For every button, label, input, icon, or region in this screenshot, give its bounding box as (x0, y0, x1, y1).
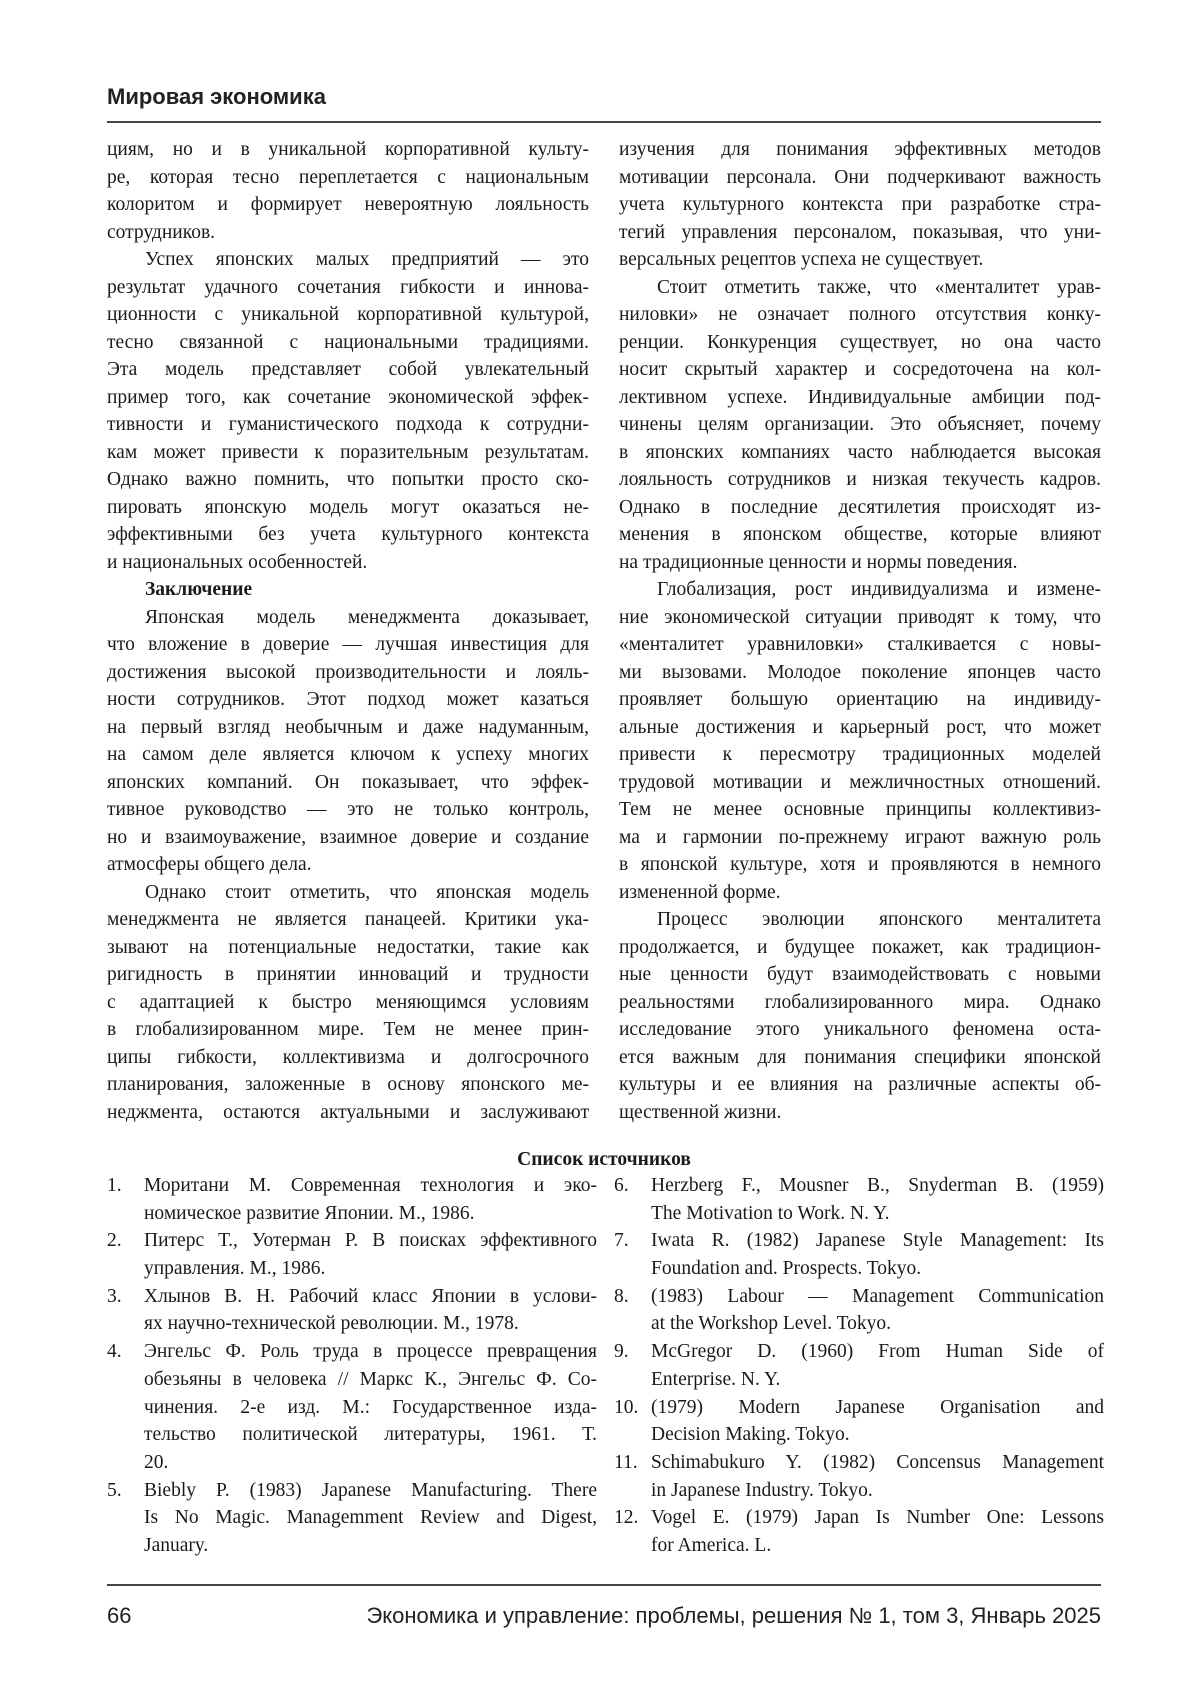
text-line: ре, которая тесно переплетается с национальным (107, 164, 589, 192)
text-line: колоритом и формирует невероятную лояльность (107, 191, 589, 219)
references-heading: Список источников (107, 1149, 1101, 1171)
text-line: кам может привести к поразительным результатам. (107, 439, 589, 467)
reference-text-line: Foundation and. Prospects. Tokyo. (651, 1255, 1104, 1283)
reference-text-line: чинения. 2-е изд. М.: Государственное изда- (144, 1394, 597, 1422)
reference-text-line: Моритани М. Современная технология и эко- (144, 1172, 597, 1200)
reference-text-line: Хлынов В. Н. Рабочий класс Японии в услови- (144, 1283, 597, 1311)
reference-text-line: Питерс Т., Уотерман Р. В поисках эффективного (144, 1227, 597, 1255)
text-line: планирования, заложенные в основу японского ме- (107, 1071, 589, 1099)
paragraph (107, 136, 589, 246)
text-line: трудовой мотивации и межличностных отношений. (619, 769, 1101, 797)
text-line: проявляет большую ориентацию на индивиду- (619, 686, 1101, 714)
reference-text-line: Iwata R. (1982) Japanese Style Management: Its (651, 1227, 1104, 1255)
reference-number: 8. (614, 1283, 629, 1311)
text-line: в глобализированном мире. Тем не менее прин- (107, 1016, 589, 1044)
paragraph (107, 879, 589, 1127)
journal-citation: Экономика и управление: проблемы, решения № 1, том 3, Январь 2025 (366, 1603, 1101, 1629)
text-column-left (107, 136, 589, 1126)
text-line: чинены целям организации. Это объясняет, почему (619, 411, 1101, 439)
paragraph (619, 576, 1101, 906)
reference-item (614, 1172, 1104, 1227)
reference-number: 3. (107, 1283, 122, 1311)
text-line: и национальных особенностей. (107, 549, 589, 577)
references-list-right (614, 1172, 1104, 1560)
text-line: тивности и гуманистического подхода к сотрудни- (107, 411, 589, 439)
reference-number: 10. (614, 1394, 638, 1422)
reference-text-line: (1979) Modern Japanese Organisation and (651, 1394, 1104, 1422)
reference-item (107, 1172, 597, 1227)
page-number: 66 (107, 1603, 131, 1629)
running-head-section-title: Мировая экономика (107, 84, 326, 110)
text-line: результат удачного сочетания гибкости и иннова- (107, 274, 589, 302)
text-line: ниловки» не означает полного отсутствия конку- (619, 301, 1101, 329)
paragraph (619, 906, 1101, 1126)
text-line: культуры и ее влияния на различные аспекты об- (619, 1071, 1101, 1099)
reference-text-line: (1983) Labour — Management Communication (651, 1283, 1104, 1311)
text-line: исследование этого уникального феномена оста- (619, 1016, 1101, 1044)
text-line: Однако важно помнить, что попытки просто ско- (107, 466, 589, 494)
reference-text-line: обезьяны в человека // Маркс К., Энгельс Ф. Со- (144, 1366, 597, 1394)
text-line: тегий управления персоналом, показывая, что уни- (619, 219, 1101, 247)
text-line: альные достижения и карьерный рост, что может (619, 714, 1101, 742)
text-line: носит скрытый характер и сосредоточена на кол- (619, 356, 1101, 384)
text-line: лективном успехе. Индивидуальные амбиции под- (619, 384, 1101, 412)
reference-number: 12. (614, 1504, 638, 1532)
text-line: ется важным для понимания специфики японской (619, 1044, 1101, 1072)
paragraph (619, 136, 1101, 274)
text-line: тивное руководство — это не только контроль, (107, 796, 589, 824)
text-line: Однако в последние десятилетия происходят из- (619, 494, 1101, 522)
text-line: «менталитет уравниловки» сталкивается с новы- (619, 631, 1101, 659)
footer-rule (107, 1584, 1101, 1586)
text-line: Японская модель менеджмента доказывает, (107, 604, 589, 632)
text-line: неджмента, остаются актуальными и заслуживают (107, 1099, 589, 1127)
text-line: зывают на потенциальные недостатки, такие как (107, 934, 589, 962)
text-line: на самом деле является ключом к успеху многих (107, 741, 589, 769)
text-line: реальностями глобализированного мира. Однако (619, 989, 1101, 1017)
text-line: с адаптацией к быстро меняющимся условиям (107, 989, 589, 1017)
text-line: достижения высокой производительности и лояль- (107, 659, 589, 687)
text-line: менения в японском обществе, которые влияют (619, 521, 1101, 549)
reference-number: 11. (614, 1449, 638, 1477)
reference-item (107, 1477, 597, 1560)
references-list-left (107, 1172, 597, 1560)
text-line: лояльность сотрудников и низкая текучесть кадров. (619, 466, 1101, 494)
reference-text-line: at the Workshop Level. Tokyo. (651, 1310, 1104, 1338)
text-line: изучения для понимания эффективных методов (619, 136, 1101, 164)
reference-text-line: Enterprise. N. Y. (651, 1366, 1104, 1394)
reference-text-line: for America. L. (651, 1532, 1104, 1560)
text-line: щественной жизни. (619, 1099, 1101, 1127)
reference-item (107, 1338, 597, 1476)
reference-text-line: Decision Making. Tokyo. (651, 1421, 1104, 1449)
text-line: Однако стоит отметить, что японская модель (107, 879, 589, 907)
text-line: тесно связанной с национальными традициями. (107, 329, 589, 357)
text-line: на традиционные ценности и нормы поведения. (619, 549, 1101, 577)
reference-text-line: управления. М., 1986. (144, 1255, 597, 1283)
text-line: Процесс эволюции японского менталитета (619, 906, 1101, 934)
text-line: в японских компаниях часто наблюдается высокая (619, 439, 1101, 467)
text-line: версальных рецептов успеха не существует. (619, 246, 1101, 274)
reference-item (614, 1394, 1104, 1449)
reference-text-line: McGregor D. (1960) From Human Side of (651, 1338, 1104, 1366)
text-line: эффективными без учета культурного контекста (107, 521, 589, 549)
reference-text-line: January. (144, 1532, 597, 1560)
reference-text-line: тельство политической литературы, 1961. Т. (144, 1421, 597, 1449)
reference-item (614, 1449, 1104, 1504)
text-line: ципы гибкости, коллективизма и долгосрочного (107, 1044, 589, 1072)
reference-item (107, 1227, 597, 1282)
reference-text-line: номическое развитие Японии. М., 1986. (144, 1200, 597, 1228)
paragraph (107, 604, 589, 879)
reference-text-line: Vogel E. (1979) Japan Is Number One: Lessons (651, 1504, 1104, 1532)
reference-item (614, 1338, 1104, 1393)
reference-item (614, 1504, 1104, 1559)
reference-number: 2. (107, 1227, 122, 1255)
text-line: мотивации персонала. Они подчеркивают важность (619, 164, 1101, 192)
reference-number: 9. (614, 1338, 629, 1366)
reference-item (107, 1283, 597, 1338)
reference-text-line: Энгельс Ф. Роль труда в процессе превращения (144, 1338, 597, 1366)
text-line: на первый взгляд необычным и даже надуманным, (107, 714, 589, 742)
reference-text-line: 20. (144, 1449, 597, 1477)
text-line: Успех японских малых предприятий — это (107, 246, 589, 274)
reference-text-line: in Japanese Industry. Tokyo. (651, 1477, 1104, 1505)
text-line: ционности с уникальной корпоративной культурой, (107, 301, 589, 329)
header-rule (107, 121, 1101, 123)
text-line: японских компаний. Он показывает, что эффек- (107, 769, 589, 797)
reference-text-line: ях научно-технической революции. М., 1978. (144, 1310, 597, 1338)
text-line: циям, но и в уникальной корпоративной культу- (107, 136, 589, 164)
reference-number: 4. (107, 1338, 122, 1366)
text-line: измененной форме. (619, 879, 1101, 907)
text-line: пировать японскую модель могут оказаться не- (107, 494, 589, 522)
reference-item (614, 1283, 1104, 1338)
text-line: ные ценности будут взаимодействовать с новыми (619, 961, 1101, 989)
text-line: ригидность в принятии инноваций и трудности (107, 961, 589, 989)
reference-number: 5. (107, 1477, 122, 1505)
text-line: учета культурного контекста при разработке стра- (619, 191, 1101, 219)
reference-text-line: Herzberg F., Mousner B., Snyderman B. (1959) (651, 1172, 1104, 1200)
reference-text-line: Biebly P. (1983) Japanese Manufacturing. There (144, 1477, 597, 1505)
text-line: что вложение в доверие — лучшая инвестиция для (107, 631, 589, 659)
text-line: Стоит отметить также, что «менталитет урав- (619, 274, 1101, 302)
text-line: ности сотрудников. Этот подход может казаться (107, 686, 589, 714)
text-line: Тем не менее основные принципы коллективиз- (619, 796, 1101, 824)
reference-text-line: Is No Magic. Managemment Review and Digest, (144, 1504, 597, 1532)
text-line: привести к пересмотру традиционных моделей (619, 741, 1101, 769)
reference-number: 6. (614, 1172, 629, 1200)
text-line: ми вызовами. Молодое поколение японцев часто (619, 659, 1101, 687)
text-line: продолжается, и будущее покажет, как традицион- (619, 934, 1101, 962)
text-line: ние экономической ситуации приводят к тому, что (619, 604, 1101, 632)
reference-number: 7. (614, 1227, 629, 1255)
reference-text-line: Schimabukuro Y. (1982) Concensus Management (651, 1449, 1104, 1477)
text-line: но и взаимоуважение, взаимное доверие и создание (107, 824, 589, 852)
text-line: сотрудников. (107, 219, 589, 247)
text-line: пример того, как сочетание экономической эффек- (107, 384, 589, 412)
text-line: ма и гармонии по-прежнему играют важную роль (619, 824, 1101, 852)
paragraph (107, 246, 589, 576)
text-line: ренции. Конкуренция существует, но она часто (619, 329, 1101, 357)
text-line: в японской культуре, хотя и проявляются в немного (619, 851, 1101, 879)
text-line: Эта модель представляет собой увлекательный (107, 356, 589, 384)
reference-item (614, 1227, 1104, 1282)
text-line: менеджмента не является панацеей. Критики ука- (107, 906, 589, 934)
text-line: атмосферы общего дела. (107, 851, 589, 879)
text-column-right (619, 136, 1101, 1126)
reference-number: 1. (107, 1172, 122, 1200)
reference-text-line: The Motivation to Work. N. Y. (651, 1200, 1104, 1228)
section-heading (107, 576, 589, 604)
text-line: Заключение (107, 576, 589, 604)
paragraph (619, 274, 1101, 577)
text-line: Глобализация, рост индивидуализма и измене- (619, 576, 1101, 604)
